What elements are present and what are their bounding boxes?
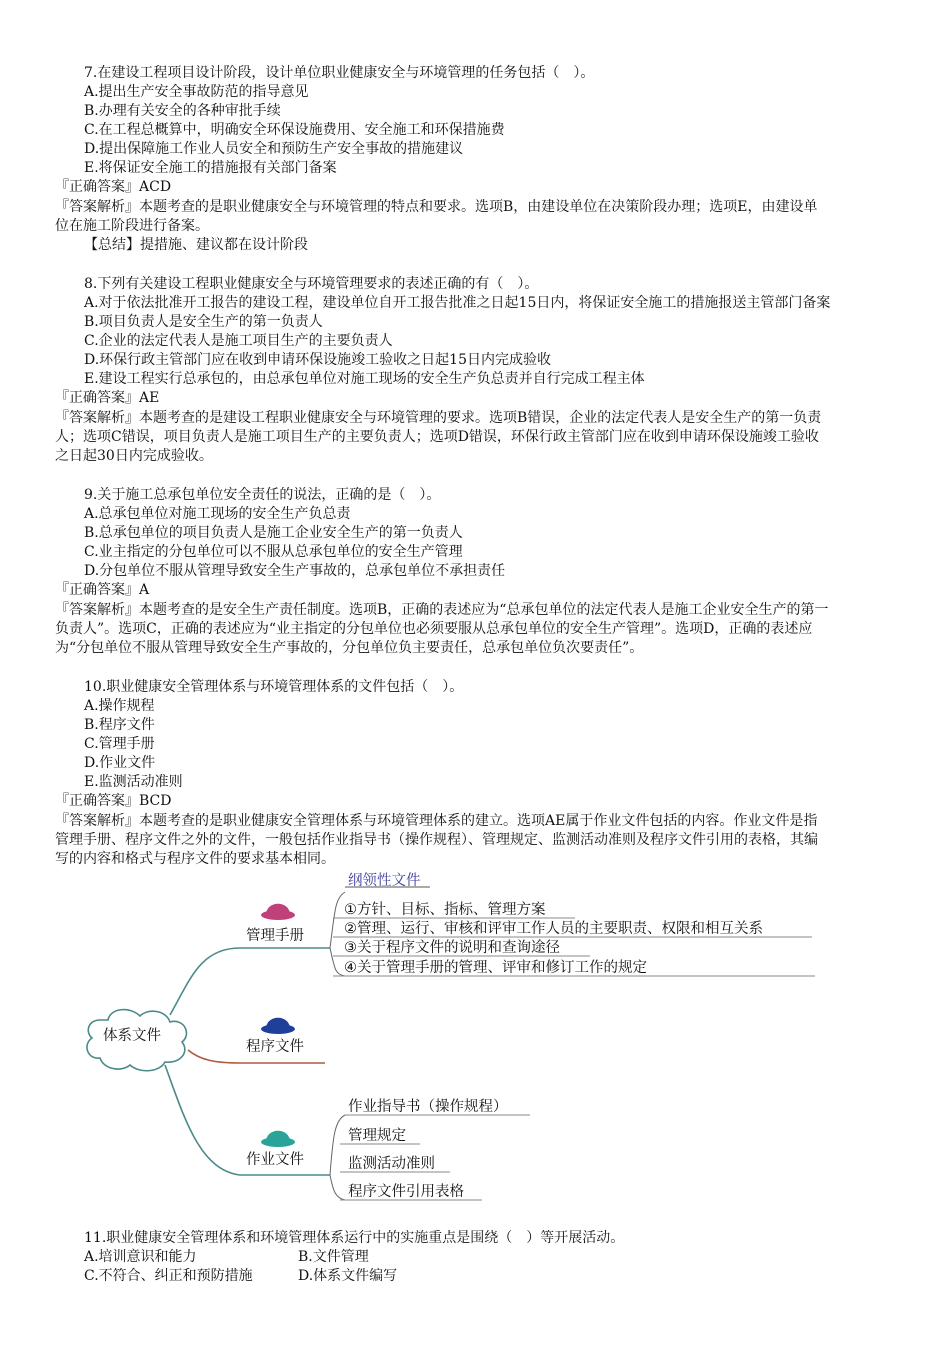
question-7-option-b: B.办理有关安全的各种审批手续 (84, 103, 281, 119)
mindmap-work-item-1: 作业指导书（操作规程） (348, 1099, 508, 1115)
question-11-option-c: C.不符合、纠正和预防措施 (84, 1268, 253, 1284)
question-9-analysis-line-3: 为“分包单位不服从管理导致安全生产事故的，分包单位负主要责任，总承包单位负次要责任”。 (55, 640, 644, 656)
mindmap-branch-procedure: 程序文件 (246, 1039, 304, 1055)
question-7-analysis-line-2: 位在施工阶段进行备案。 (55, 218, 209, 234)
question-10-option-a: A.操作规程 (84, 698, 155, 714)
mindmap-connector-manual (170, 948, 330, 1015)
mindmap-work-item-2: 管理规定 (348, 1128, 406, 1144)
mindmap-manual-item-4: ④关于管理手册的管理、评审和修订工作的规定 (344, 960, 647, 976)
mindmap-branch3-brace-bottom (330, 1175, 345, 1200)
mindmap-manual-item-3: ③关于程序文件的说明和查询途径 (344, 940, 560, 956)
question-11-option-b: B.文件管理 (298, 1249, 369, 1265)
question-8-analysis-line-3: 之日起30日内完成验收。 (55, 448, 213, 464)
mindmap-manual-item-2: ②管理、运行、审核和评审工作人员的主要职责、权限和相互关系 (344, 921, 763, 937)
question-9-option-b: B.总承包单位的项目负责人是施工企业安全生产的第一负责人 (84, 525, 463, 541)
question-10-option-c: C.管理手册 (84, 736, 155, 752)
mindmap-root-label: 体系文件 (103, 1028, 161, 1044)
mindmap-branch-work: 作业文件 (246, 1152, 304, 1168)
question-8-stem: 8.下列有关建设工程职业健康安全与环境管理要求的表述正确的有（ ）。 (84, 276, 539, 292)
question-7-option-e: E.将保证安全施工的措施报有关部门备案 (84, 160, 337, 176)
mindmap-work-item-3: 监测活动准则 (348, 1156, 435, 1172)
question-10-analysis-line-3: 写的内容和格式与程序文件的要求基本相同。 (55, 851, 335, 867)
question-10-answer: 『正确答案』BCD (55, 793, 172, 809)
question-7-option-a: A.提出生产安全事故防范的指导意见 (84, 84, 309, 100)
question-7-analysis-line-1: 『答案解析』本题考查的是职业健康安全与环境管理的特点和要求。选项B，由建设单位在决策阶段办理；选项E，由建设单 (55, 199, 818, 215)
question-8-analysis-line-2: 人；选项C错误，项目负责人是施工项目生产的主要负责人；选项D错误，环保行政主管部门应在收到申请环保设施竣工验收 (55, 429, 819, 445)
question-7-option-c: C.在工程总概算中，明确安全环保设施费用、安全施工和环保措施费 (84, 122, 505, 138)
question-8-option-e: E.建设工程实行总承包的，由总承包单位对施工现场的安全生产负总责并自行完成工程主体 (84, 371, 645, 387)
question-8-option-c: C.企业的法定代表人是施工项目生产的主要负责人 (84, 333, 393, 349)
question-9-analysis-line-1: 『答案解析』本题考查的是安全生产责任制度。选项B，正确的表述应为“总承包单位的法定代表人是施工企业安全生产的第一 (55, 602, 829, 618)
mindmap-manual-item-1: ①方针、目标、指标、管理方案 (344, 902, 546, 918)
question-9-option-c: C.业主指定的分包单位可以不服从总承包单位的安全生产管理 (84, 544, 463, 560)
question-11-option-a: A.培训意识和能力 (84, 1249, 197, 1265)
mindmap-manual-title: 纲领性文件 (348, 873, 421, 889)
mindmap-branch3-brace-top (330, 1115, 345, 1175)
question-11-stem: 11.职业健康安全管理体系和环境管理体系运行中的实施重点是围绕（ ）等开展活动。 (84, 1230, 625, 1246)
question-10-stem: 10.职业健康安全管理体系与环境管理体系的文件包括（ ）。 (84, 679, 464, 695)
question-9-stem: 9.关于施工总承包单位安全责任的说法，正确的是（ ）。 (84, 487, 441, 503)
question-9-option-d: D.分包单位不服从管理导致安全生产事故的，总承包单位不承担责任 (84, 563, 506, 579)
question-9-analysis-line-2: 负责人”。选项C，正确的表述应为“业主指定的分包单位也必须要服从总承包单位的安全生产管理”。选项D，正确的表述应 (55, 621, 813, 637)
question-7-stem: 7.在建设工程项目设计阶段，设计单位职业健康安全与环境管理的任务包括（ ）。 (84, 65, 595, 81)
mindmap-diagram (0, 870, 950, 1210)
question-10-option-b: B.程序文件 (84, 717, 155, 733)
question-9-option-a: A.总承包单位对施工现场的安全生产负总责 (84, 506, 351, 522)
question-7-option-d: D.提出保障施工作业人员安全和预防生产安全事故的措施建议 (84, 141, 464, 157)
mindmap-branch1-brace-bottom (330, 948, 345, 976)
question-9-answer: 『正确答案』A (55, 582, 150, 598)
question-8-option-d: D.环保行政主管部门应在收到申请环保设施竣工验收之日起15日内完成验收 (84, 352, 551, 368)
mindmap-branch-manual: 管理手册 (246, 928, 304, 944)
question-11-option-d: D.体系文件编写 (298, 1268, 398, 1284)
question-10-analysis-line-2: 管理手册、程序文件之外的文件，一般包括作业指导书（操作规程）、管理规定、监测活动准则及程序文件引用的表格，其编 (55, 832, 818, 848)
question-10-option-d: D.作业文件 (84, 755, 156, 771)
question-8-analysis-line-1: 『答案解析』本题考查的是建设工程职业健康安全与环境管理的要求。选项B错误，企业的法定代表人是安全生产的第一负责 (55, 410, 822, 426)
question-7-answer: 『正确答案』ACD (55, 179, 172, 195)
question-8-option-b: B.项目负责人是安全生产的第一负责人 (84, 314, 323, 330)
mindmap-work-item-4: 程序文件引用表格 (348, 1184, 464, 1200)
mindmap-hat-icon-procedure (261, 1018, 295, 1034)
mindmap-hat-icon-work (261, 1131, 295, 1147)
question-7-summary: 【总结】提措施、建议都在设计阶段 (84, 237, 308, 253)
question-10-analysis-line-1: 『答案解析』本题考查的是职业健康安全管理体系与环境管理体系的建立。选项AE属于作业文件包括的内容。作业文件是指 (55, 813, 818, 829)
question-8-option-a: A.对于依法批准开工报告的建设工程，建设单位自开工报告批准之日起15日内，将保证安全施工的措施报送主管部门备案 (84, 295, 831, 311)
question-8-answer: 『正确答案』AE (55, 390, 160, 406)
question-10-option-e: E.监测活动准则 (84, 774, 183, 790)
mindmap-branch1-brace-top (330, 892, 345, 948)
mindmap-hat-icon-manual (261, 904, 295, 920)
